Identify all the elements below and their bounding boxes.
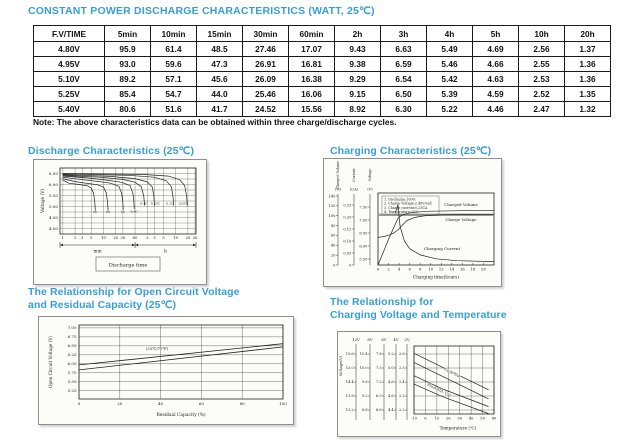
svg-text:3: 3 <box>153 234 156 240</box>
svg-text:12: 12 <box>438 267 444 272</box>
svg-text:0: 0 <box>333 263 336 268</box>
table-cell: 16.38 <box>289 72 335 87</box>
svg-text:0.4C: 0.4C <box>140 201 148 206</box>
svg-text:60: 60 <box>198 401 204 406</box>
page-title: CONSTANT POWER DISCHARGE CHARACTERISTICS (WATT, 25℃) <box>28 5 375 17</box>
svg-text:Temperature (℃): Temperature (℃) <box>439 425 477 431</box>
svg-text:20: 20 <box>481 267 486 272</box>
svg-text:15.0: 15.0 <box>345 366 354 371</box>
svg-text:0.15: 0.15 <box>343 227 352 232</box>
table-cell: 89.2 <box>105 72 151 87</box>
svg-text:Charge Voltage: Charge Voltage <box>445 217 477 222</box>
table-cell: 17.07 <box>289 42 335 57</box>
table-cell: 1.32 <box>565 102 611 117</box>
svg-text:6.9: 6.9 <box>376 394 382 399</box>
svg-text:6.00: 6.00 <box>48 181 58 187</box>
table-cell: 54.7 <box>151 87 197 102</box>
table-cell: 57.1 <box>151 72 197 87</box>
svg-text:0.05: 0.05 <box>343 251 352 256</box>
svg-text:20: 20 <box>185 234 191 240</box>
table-cell: 6.30 <box>381 102 427 117</box>
svg-text:Charging Current: Charging Current <box>423 246 461 251</box>
table-row <box>34 57 611 72</box>
table-cell: 5.25V <box>34 87 105 102</box>
svg-text:6.6: 6.6 <box>376 408 382 413</box>
svg-text:10.4: 10.4 <box>359 352 368 357</box>
svg-text:20: 20 <box>117 401 123 406</box>
svg-text:6V: 6V <box>381 337 387 342</box>
svg-text:60: 60 <box>330 233 336 238</box>
svg-text:Cycle Use: Cycle Use <box>443 367 462 379</box>
svg-text:140: 140 <box>328 194 336 199</box>
table-cell: 2.53 <box>519 72 565 87</box>
table-cell: 16.06 <box>289 87 335 102</box>
svg-text:min: min <box>93 248 102 254</box>
table-header-cell: 60min <box>289 26 335 42</box>
svg-text:5.75: 5.75 <box>67 370 77 376</box>
svg-text:-10: -10 <box>411 416 417 421</box>
svg-text:Voltage: Voltage <box>368 168 373 182</box>
svg-text:10: 10 <box>173 234 179 240</box>
table-cell: 48.5 <box>197 42 243 57</box>
svg-text:2V: 2V <box>404 337 410 342</box>
heading-tempvolt-line2: Charging Voltage and Temperature <box>330 309 507 321</box>
table-cell: 93.0 <box>105 57 151 72</box>
heading-tempvolt <box>330 296 507 322</box>
table-cell: 61.4 <box>151 42 197 57</box>
svg-text:2. Charge voltage:2.40V/cell: 2. Charge voltage:2.40V/cell <box>384 201 432 206</box>
table-header-cell: 4h <box>427 26 473 42</box>
svg-text:9.2: 9.2 <box>362 394 368 399</box>
table-cell: 47.3 <box>197 57 243 72</box>
table-row <box>34 102 611 117</box>
svg-text:0: 0 <box>376 267 380 272</box>
svg-text:0: 0 <box>349 263 352 268</box>
table-header-cell: 3h <box>381 26 427 42</box>
svg-text:30: 30 <box>120 234 126 240</box>
svg-text:6.25: 6.25 <box>67 352 77 358</box>
svg-text:30: 30 <box>457 416 463 421</box>
svg-text:14: 14 <box>449 267 455 272</box>
svg-text:80: 80 <box>239 401 245 406</box>
table-cell: 6.63 <box>381 42 427 57</box>
svg-text:0.05C: 0.05C <box>178 201 188 206</box>
table-cell: 6.50 <box>381 87 427 102</box>
svg-text:5.0: 5.0 <box>388 366 394 371</box>
table-header-cell: 15min <box>197 26 243 42</box>
svg-text:Charging time(hours): Charging time(hours) <box>413 274 459 280</box>
table-cell: 80.6 <box>105 102 151 117</box>
charging-chart <box>324 159 501 286</box>
svg-text:(%): (%) <box>334 187 342 192</box>
table-cell: 24.52 <box>243 102 289 117</box>
table-row <box>34 72 611 87</box>
svg-text:Residual Capacity (%): Residual Capacity (%) <box>156 413 206 418</box>
table-cell: 26.91 <box>243 57 289 72</box>
table-cell: 5.49 <box>427 42 473 57</box>
svg-text:5.00: 5.00 <box>48 203 58 209</box>
svg-text:2.3: 2.3 <box>399 394 405 399</box>
table-cell: 9.15 <box>335 87 381 102</box>
table-header-cell: 20h <box>565 26 611 42</box>
svg-text:Voltage (V): Voltage (V) <box>41 188 46 214</box>
table-cell: 9.43 <box>335 42 381 57</box>
table-cell: 25.46 <box>243 87 289 102</box>
svg-text:0.25: 0.25 <box>343 203 352 208</box>
table-header-cell: F.V/TIME <box>34 26 105 42</box>
svg-text:7.50: 7.50 <box>359 205 368 210</box>
svg-text:3: 3 <box>81 234 84 240</box>
table-cell: 4.80V <box>34 42 105 57</box>
svg-text:0.10: 0.10 <box>343 239 352 244</box>
table-cell: 8.92 <box>335 102 381 117</box>
svg-text:13.8: 13.8 <box>345 394 354 399</box>
table-cell: 2.56 <box>519 42 565 57</box>
svg-text:(CA): (CA) <box>350 187 358 192</box>
table-row <box>34 87 611 102</box>
svg-text:6.50: 6.50 <box>359 231 368 236</box>
svg-text:80: 80 <box>330 223 336 228</box>
svg-text:3C: 3C <box>92 210 98 215</box>
svg-text:4.00: 4.00 <box>48 225 58 231</box>
svg-text:4.4: 4.4 <box>388 408 394 413</box>
svg-text:Charged Volume: Charged Volume <box>336 160 341 190</box>
svg-text:40: 40 <box>468 416 474 421</box>
svg-text:Voltage(V): Voltage(V) <box>338 355 343 377</box>
svg-text:6.00: 6.00 <box>359 244 368 249</box>
svg-text:(25℃/77℉): (25℃/77℉) <box>145 346 169 351</box>
svg-text:0.20: 0.20 <box>343 215 352 220</box>
svg-text:h: h <box>164 248 167 254</box>
svg-text:4. Temperature:25℃: 4. Temperature:25℃ <box>384 210 419 215</box>
table-header-cell: 30min <box>243 26 289 42</box>
svg-text:2: 2 <box>387 267 390 272</box>
svg-text:5.50: 5.50 <box>359 257 368 262</box>
svg-text:14.4: 14.4 <box>345 380 354 385</box>
table-cell: 5.39 <box>427 87 473 102</box>
svg-text:12V: 12V <box>352 337 360 342</box>
svg-text:0: 0 <box>424 416 427 421</box>
svg-text:40: 40 <box>158 401 164 406</box>
svg-text:8.8: 8.8 <box>362 408 368 413</box>
svg-text:6.00: 6.00 <box>67 361 77 367</box>
table-header-cell: 10min <box>151 26 197 42</box>
svg-text:16: 16 <box>460 267 465 272</box>
svg-text:18: 18 <box>470 267 476 272</box>
svg-text:8V: 8V <box>367 337 373 342</box>
table-cell: 9.38 <box>335 57 381 72</box>
table-cell: 1.35 <box>565 87 611 102</box>
table-cell: 5.42 <box>427 72 473 87</box>
svg-text:0.25C: 0.25C <box>150 201 161 206</box>
table-cell: 4.59 <box>473 87 519 102</box>
svg-text:2C: 2C <box>105 210 111 215</box>
svg-text:10: 10 <box>428 267 434 272</box>
svg-text:4.8: 4.8 <box>388 380 394 385</box>
svg-text:7.00: 7.00 <box>67 325 77 331</box>
tempvolt-chart <box>338 332 500 436</box>
svg-text:2.4: 2.4 <box>399 380 405 385</box>
svg-text:10: 10 <box>434 416 440 421</box>
ocv-plot <box>48 325 287 418</box>
table-header-cell: 5min <box>105 26 151 42</box>
svg-text:6.75: 6.75 <box>67 334 77 340</box>
svg-text:5.2: 5.2 <box>388 352 394 357</box>
table-cell: 2.47 <box>519 102 565 117</box>
svg-text:7.2: 7.2 <box>376 380 382 385</box>
table-cell: 6.59 <box>381 57 427 72</box>
svg-text:5: 5 <box>90 234 93 240</box>
panel-charging <box>323 158 502 287</box>
svg-text:6: 6 <box>408 267 411 272</box>
heading-tempvolt-line1: The Relationship for <box>330 296 434 308</box>
table-cell: 26.09 <box>243 72 289 87</box>
svg-text:60: 60 <box>491 416 497 421</box>
svg-text:4.6: 4.6 <box>388 394 394 399</box>
svg-text:20: 20 <box>445 416 451 421</box>
table-cell: 1.37 <box>565 42 611 57</box>
svg-text:2: 2 <box>146 234 149 240</box>
charging-plot <box>329 161 494 280</box>
table-cell: 2.52 <box>519 87 565 102</box>
svg-text:Discharge time: Discharge time <box>108 262 148 269</box>
table-cell: 59.6 <box>151 57 197 72</box>
svg-text:8: 8 <box>419 267 422 272</box>
ocv-chart <box>39 317 293 424</box>
svg-text:2.2: 2.2 <box>399 408 405 413</box>
svg-text:4: 4 <box>397 267 401 272</box>
svg-text:6.50: 6.50 <box>48 170 58 176</box>
svg-text:20: 20 <box>330 253 336 258</box>
svg-text:4V: 4V <box>393 337 399 342</box>
svg-text:10: 10 <box>101 234 106 240</box>
svg-text:7.5: 7.5 <box>376 366 382 371</box>
svg-text:7.8: 7.8 <box>376 352 382 357</box>
svg-text:5.50: 5.50 <box>67 379 77 385</box>
discharge-chart <box>34 160 206 284</box>
heading-discharge: Discharge Characteristics (25℃) <box>28 145 195 157</box>
svg-text:15.6: 15.6 <box>345 352 354 357</box>
svg-text:120: 120 <box>328 204 336 209</box>
table-cell: 1.36 <box>565 57 611 72</box>
heading-charging: Charging Characteristics (25℃) <box>330 145 492 157</box>
svg-text:3. Charge current:0.25CA: 3. Charge current:0.25CA <box>384 205 428 210</box>
svg-text:0.1C: 0.1C <box>166 201 174 206</box>
table-cell: 45.6 <box>197 72 243 87</box>
table-cell: 41.7 <box>197 102 243 117</box>
svg-text:(V): (V) <box>367 187 373 192</box>
svg-text:2.5: 2.5 <box>399 366 405 371</box>
table-cell: 5.40V <box>34 102 105 117</box>
svg-text:0.6C: 0.6C <box>130 209 138 214</box>
svg-text:60: 60 <box>132 234 138 240</box>
constant-power-table <box>33 25 611 117</box>
table-header-cell: 2h <box>335 26 381 42</box>
panel-discharge <box>33 159 207 285</box>
svg-text:Charged Volume: Charged Volume <box>444 202 478 207</box>
table-cell: 5.10V <box>34 72 105 87</box>
table-cell: 6.54 <box>381 72 427 87</box>
svg-text:20: 20 <box>113 234 119 240</box>
svg-text:2.6: 2.6 <box>399 352 405 357</box>
table-cell: 85.4 <box>105 87 151 102</box>
svg-text:Open Circuit Voltage (V): Open Circuit Voltage (V) <box>48 335 53 389</box>
table-cell: 15.56 <box>289 102 335 117</box>
heading-ocv <box>28 286 240 312</box>
panel-tempvolt <box>337 331 501 437</box>
heading-ocv-line2: and Residual Capacity (25℃) <box>28 299 177 311</box>
table-header-cell: 5h <box>473 26 519 42</box>
table-cell: 4.63 <box>473 72 519 87</box>
svg-text:9.6: 9.6 <box>362 380 368 385</box>
heading-ocv-line1: The Relationship for Open Circuit Voltage <box>28 286 240 298</box>
table-cell: 51.6 <box>151 102 197 117</box>
svg-text:5: 5 <box>162 234 165 240</box>
table-cell: 27.46 <box>243 42 289 57</box>
table-cell: 4.46 <box>473 102 519 117</box>
svg-text:7.00: 7.00 <box>359 218 368 223</box>
table-cell: 2.55 <box>519 57 565 72</box>
discharge-plot <box>41 168 198 271</box>
table-cell: 5.46 <box>427 57 473 72</box>
svg-text:2: 2 <box>73 234 77 240</box>
svg-text:1. Discharge:100%: 1. Discharge:100% <box>384 197 416 202</box>
table-cell: 1.36 <box>565 72 611 87</box>
svg-text:10.0: 10.0 <box>359 366 368 371</box>
svg-text:100: 100 <box>328 214 336 219</box>
svg-text:Float/Std. Use: Float/Std. Use <box>426 382 453 398</box>
tempvolt-plot <box>338 337 497 431</box>
table-cell: 16.81 <box>289 57 335 72</box>
svg-text:5.50: 5.50 <box>48 192 58 198</box>
svg-text:100: 100 <box>279 401 287 406</box>
table-cell: 4.69 <box>473 42 519 57</box>
svg-text:0: 0 <box>77 401 81 406</box>
svg-text:5.25: 5.25 <box>67 388 77 394</box>
table-cell: 5.22 <box>427 102 473 117</box>
svg-text:13.2: 13.2 <box>345 408 354 413</box>
panel-ocv <box>38 316 294 425</box>
svg-text:50: 50 <box>480 416 485 421</box>
note-text: Note: The above characteristics data can be obtained within three charge/discharge cycles. <box>33 117 397 127</box>
svg-text:1C: 1C <box>120 210 126 215</box>
table-cell: 95.9 <box>105 42 151 57</box>
svg-text:Current: Current <box>352 168 357 182</box>
svg-text:40: 40 <box>330 243 336 248</box>
table-row <box>34 42 611 57</box>
svg-text:1: 1 <box>61 234 65 240</box>
table-cell: 44.0 <box>197 87 243 102</box>
table-cell: 4.66 <box>473 57 519 72</box>
table-cell: 9.29 <box>335 72 381 87</box>
table-header-cell: 10h <box>519 26 565 42</box>
svg-text:30: 30 <box>192 234 198 240</box>
svg-text:6.50: 6.50 <box>67 343 77 349</box>
table-cell: 4.95V <box>34 57 105 72</box>
svg-text:4.50: 4.50 <box>48 214 58 220</box>
